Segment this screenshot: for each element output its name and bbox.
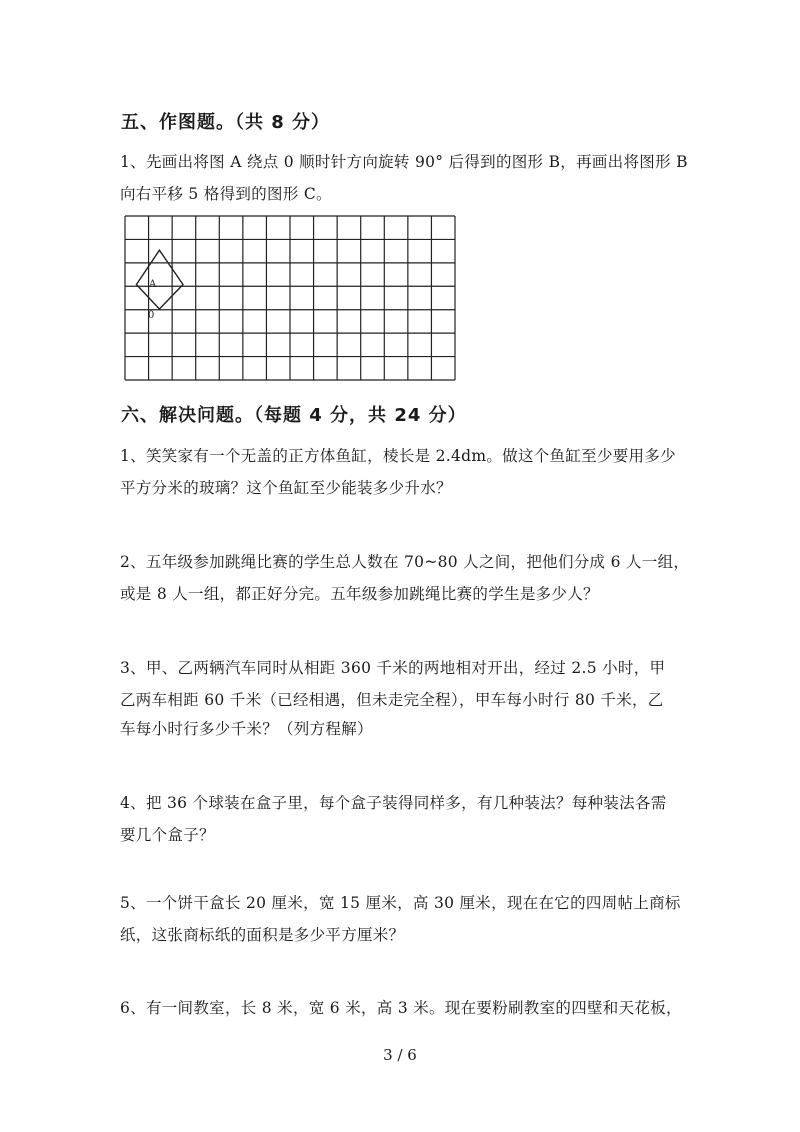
page-number: 3 / 6: [383, 1046, 417, 1064]
problem-3-line2: 乙两车相距 60 千米（已经相遇，但未走完全程），甲车每小时行 80 千米，乙: [120, 691, 664, 709]
problem-2-line1: 2、五年级参加跳绳比赛的学生总人数在 70~80 人之间，把他们分成 6 人一组，: [120, 553, 690, 571]
problem-6-line1: 6、有一间教室，长 8 米，宽 6 米，高 3 米。现在要粉刷教室的四壁和天花板，: [120, 999, 682, 1017]
grid-lines: [125, 216, 455, 380]
drawing-q1-line2: 向右平移 5 格得到的图形 C。: [120, 185, 332, 203]
grid-svg: [124, 215, 456, 381]
section-title-problems: 六、解决问题。（每题 4 分，共 24 分）: [121, 405, 467, 426]
problem-4-line2: 要几个盒子？: [120, 826, 215, 844]
problem-1-line1: 1、笑笑家有一个无盖的正方体鱼缸，棱长是 2.4dm。做这个鱼缸至少要用多少: [120, 447, 676, 465]
problem-3-line1: 3、甲、乙两辆汽车同时从相距 360 千米的两地相对开出，经过 2.5 小时，甲: [120, 659, 666, 677]
problem-4-line1: 4、把 36 个球装在盒子里，每个盒子装得同样多，有几种装法？每种装法各需: [120, 794, 667, 812]
problem-3-line3: 车每小时行多少千米？（列方程解）: [120, 720, 373, 738]
problem-5-line1: 5、一个饼干盒长 20 厘米，宽 15 厘米，高 30 厘米，现在在它的四周帖上商标: [120, 894, 681, 912]
problem-1-line2: 平方分米的玻璃？这个鱼缸至少能装多少升水？: [120, 479, 452, 497]
point-o-label: 0: [148, 310, 155, 321]
drawing-grid: [124, 215, 456, 381]
drawing-q1-line1: 1、先画出将图 A 绕点 0 顺时针方向旋转 90° 后得到的图形 B，再画出将图形 B: [120, 153, 688, 171]
section-title-drawing: 五、作图题。（共 8 分）: [121, 112, 331, 133]
problem-5-line2: 纸，这张商标纸的面积是多少平方厘米？: [120, 926, 405, 944]
figure-a-shape: [136, 250, 183, 309]
figure-a-label: A: [149, 279, 157, 290]
problem-2-line2: 或是 8 人一组，都正好分完。五年级参加跳绳比赛的学生是多少人？: [120, 585, 599, 603]
